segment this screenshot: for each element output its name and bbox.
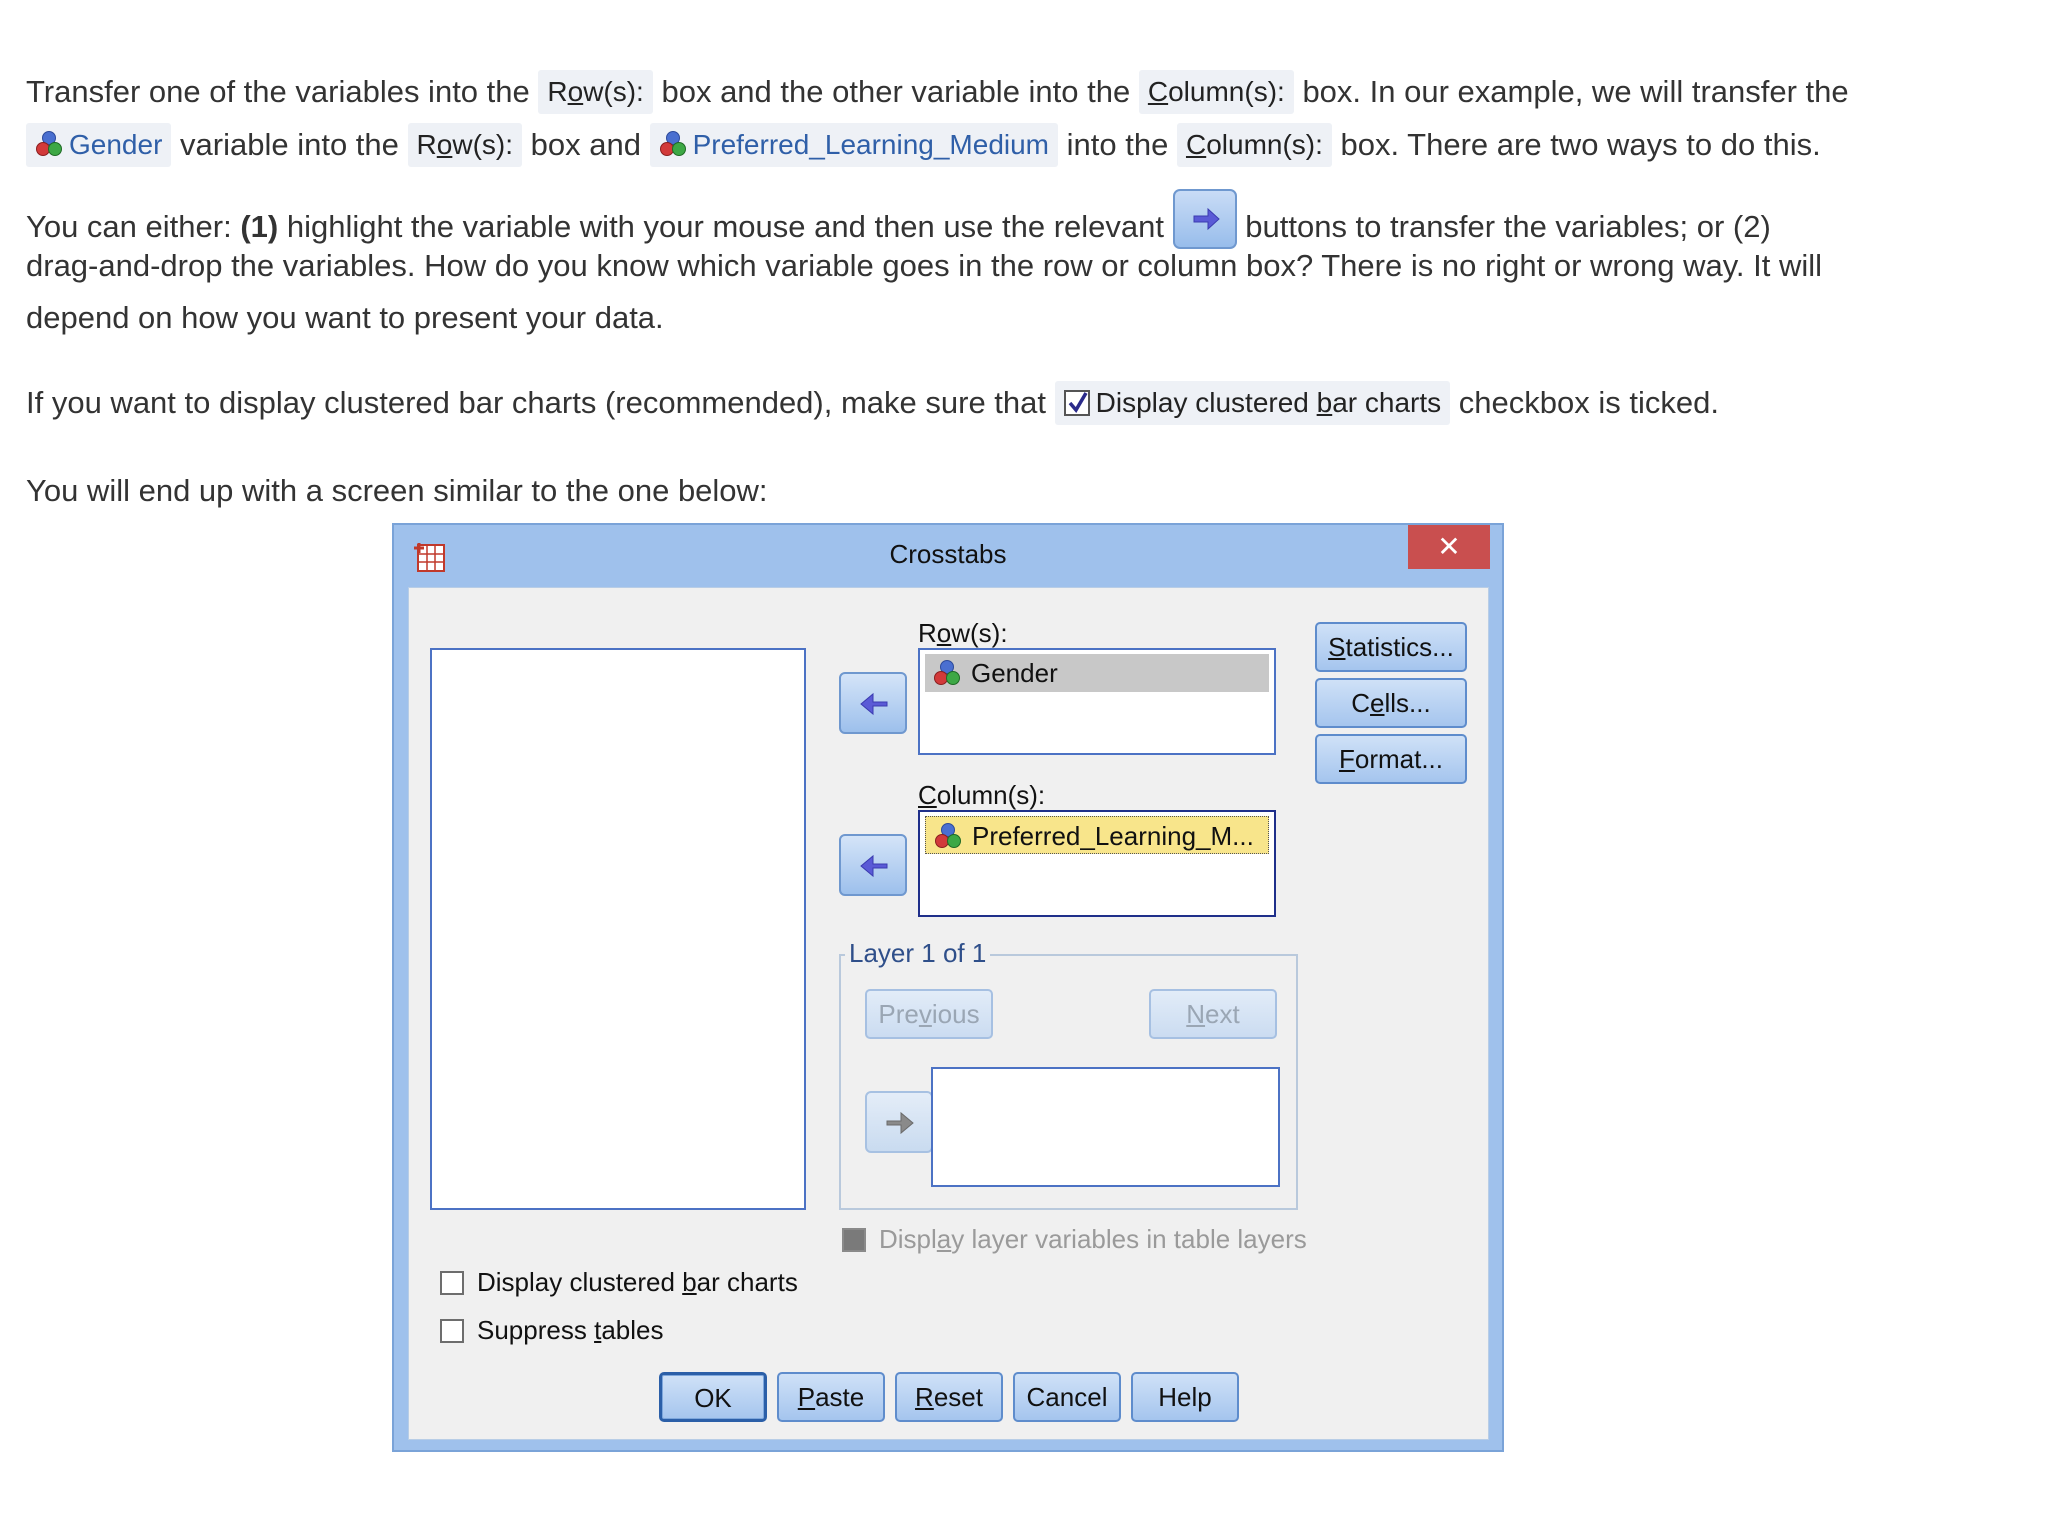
paragraph-line-5: depend on how you want to present your data. — [26, 300, 664, 335]
suppress-tables-label: Suppress tables — [477, 1315, 664, 1345]
gender-variable-chip: Gender — [26, 123, 171, 167]
statistics-button[interactable]: Statistics... — [1315, 622, 1467, 672]
move-to-columns-button[interactable] — [839, 834, 907, 896]
close-icon: ✕ — [1437, 531, 1461, 562]
nominal-variable-icon — [35, 130, 63, 158]
columns-label: Column(s): — [918, 780, 1046, 810]
crosstabs-dialog — [392, 523, 1504, 1452]
display-layer-variables-checkbox[interactable] — [842, 1228, 866, 1252]
paragraph-line-2 — [26, 119, 1821, 170]
display-clustered-bar-charts-checkbox[interactable] — [440, 1271, 464, 1295]
rows-item-gender[interactable]: Gender — [925, 654, 1269, 692]
rows-chip: Row(s): — [408, 123, 522, 167]
column-chip: Column(s): — [1177, 123, 1332, 167]
paragraph-line-4: drag-and-drop the variables. How do you know which variable goes in the row or column box? There is no right or wrong way. It will — [26, 248, 1823, 283]
text: If you want to display clustered bar charts (recommended), make sure that — [26, 385, 1047, 420]
next-button[interactable]: Next — [1149, 989, 1277, 1039]
text: Transfer one of the variables into the — [26, 74, 530, 109]
columns-item-preferred-learning-medium[interactable]: Preferred_Learning_M... — [925, 816, 1269, 854]
transfer-arrow-icon — [857, 851, 891, 881]
cells-button[interactable]: Cells... — [1315, 678, 1467, 728]
text: box and the other variable into the — [661, 74, 1131, 109]
dialog-client-area — [408, 587, 1489, 1440]
rows-label: Row(s): — [918, 618, 1008, 648]
help-button[interactable]: Help — [1131, 1372, 1239, 1422]
preferred-variable-chip: Preferred_Learning_Medium — [650, 123, 1058, 167]
transfer-arrow-icon — [857, 689, 891, 719]
paste-button[interactable]: Paste — [777, 1372, 885, 1422]
display-bar-charts-chip: Display clustered bar charts — [1055, 381, 1451, 425]
rows-chip: Row(s): — [538, 70, 652, 114]
previous-button[interactable]: Previous — [865, 989, 993, 1039]
rows-list[interactable] — [918, 648, 1276, 755]
layer-legend: Layer 1 of 1 — [845, 938, 990, 969]
text: You can either: — [26, 209, 232, 244]
nominal-variable-icon — [659, 130, 687, 158]
transfer-arrow-icon — [883, 1108, 917, 1138]
title-bar — [394, 525, 1502, 587]
suppress-tables-checkbox[interactable] — [440, 1319, 464, 1343]
paragraph-2 — [26, 377, 1719, 428]
text: into the — [1066, 127, 1169, 162]
text: box. There are two ways to do this. — [1340, 127, 1821, 162]
ok-button[interactable]: OK — [659, 1372, 767, 1422]
checkmark-icon — [1064, 390, 1090, 416]
column-chip: Column(s): — [1139, 70, 1294, 114]
move-to-rows-button[interactable] — [839, 672, 907, 734]
nominal-variable-icon — [933, 659, 961, 687]
text: variable into the — [180, 127, 399, 162]
text: box. In our example, we will transfer the — [1302, 74, 1849, 109]
paragraph-line-1 — [26, 66, 1849, 117]
text: highlight the variable with your mouse and then use the relevant — [286, 209, 1164, 244]
display-layer-variables-label: Display layer variables in table layers — [879, 1224, 1307, 1254]
columns-list[interactable] — [918, 810, 1276, 917]
text: (1) — [240, 209, 279, 244]
format-button[interactable]: Format... — [1315, 734, 1467, 784]
source-variable-list[interactable] — [430, 648, 806, 1210]
layer-list[interactable] — [931, 1067, 1280, 1187]
text: buttons to transfer the variables; or (2) — [1245, 209, 1771, 244]
dialog-title: Crosstabs — [889, 539, 1007, 569]
nominal-variable-icon — [934, 822, 962, 850]
move-to-layer-button[interactable] — [865, 1091, 933, 1153]
text: box and — [530, 127, 641, 162]
cancel-button[interactable]: Cancel — [1013, 1372, 1121, 1422]
text: checkbox is ticked. — [1458, 385, 1719, 420]
close-button[interactable] — [1408, 525, 1490, 569]
reset-button[interactable]: Reset — [895, 1372, 1003, 1422]
display-clustered-bar-charts-label: Display clustered bar charts — [477, 1267, 798, 1297]
paragraph-3: You will end up with a screen similar to the one below: — [26, 473, 768, 508]
